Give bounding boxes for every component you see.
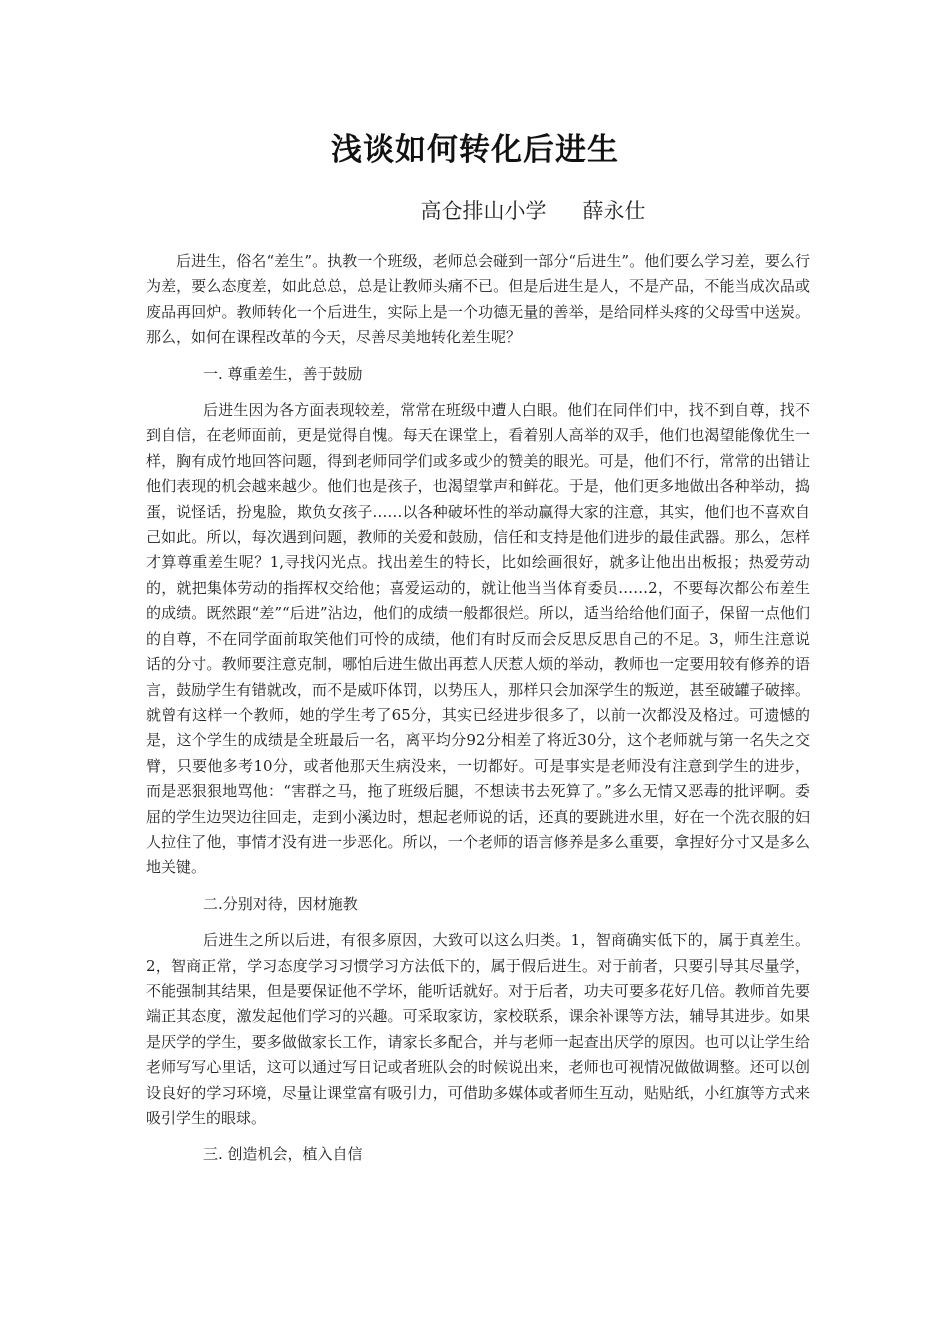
section-heading: 三. 创造机会，植入自信 [203, 1145, 363, 1164]
author-name: 薛永仕 [582, 199, 646, 223]
document-body [146, 249, 810, 1179]
section-heading: 二.分别对待，因材施教 [203, 894, 358, 913]
section-heading: 一. 尊重差生，善于鼓励 [203, 364, 363, 383]
author-school: 高仓排山小学 [420, 199, 547, 223]
section-paragraph: 后进生之所以后进，有很多原因，大致可以这么归类。1，智商确实低下的，属于真差生。2，智商正常，学习态度学习习惯学习方法低下的，属于假后进生。对于前者，只要引导其尽量学，不能强制其结果，但是要保证他不学坏，能听话就好。对于后者，功夫可要多花好几倍。教师首先要端正其态度，激发起他们学习的兴趣。可采取家访，家校联系，课余补课等方法，辅导其进步。如果是厌学的学生，要多做做家长工作，请家长多配合，并与老师一起查出厌学的原因。也可以让学生给老师写写心里话，这可以通过写日记或者班队会的时候说出来，老师也可视情况做做调整。还可以创设良好的学习环境，尽量让课堂富有吸引力，可借助多媒体或者师生互动，贴贴纸，小红旗等方式来吸引学生的眼球。 [146, 931, 810, 1127]
intro-paragraph: 后进生，俗名“差生”。执教一个班级，老师总会碰到一部分“后进生”。他们要么学习差，要么行为差，要么态度差，如此总总，总是让教师头痛不已。但是后进生是人，不是产品，不能当成次品或废品再回炉。教师转化一个后进生，实际上是一个功德无量的善举，是给同样头疼的父母雪中送炭。那么，如何在课程改革的今天，尽善尽美地转化差生呢？ [146, 252, 810, 347]
author-byline [0, 196, 950, 226]
document-title: 浅谈如何转化后进生 [331, 132, 619, 168]
section-paragraph: 后进生因为各方面表现较差，常常在班级中遭人白眼。他们在同伴们中，找不到自尊，找不到自信，在老师面前，更是觉得自愧。每天在课堂上，看着别人高举的双手，他们也渴望能像优生一样，胸有成竹地回答问题，得到老师同学们或多或少的赞美的眼光。可是，他们不行，常常的出错让他们表现的机会越来越少。他们也是孩子，也渴望掌声和鲜花。于是，他们更多地做出各种举动，捣蛋，说怪话，扮鬼脸，欺负女孩子……以各种破坏性的举动赢得大家的注意，其实，他们也不喜欢自己如此。所以，每次遇到问题，教师的关爱和鼓励，信任和支持是他们进步的最佳武器。那么，怎样才算尊重差生呢？1,寻找闪光点。找出差生的特长，比如绘画很好，就多让他出出板报；热爱劳动的，就把集体劳动的指挥权交给他；喜爱运动的，就让他当当体育委员……2，不要每次都公布差生的成绩。既然跟“差”“后进”沾边，他们的成绩一般都很烂。所以，适当给给他们面子，保留一点他们的自尊，不在同学面前取笑他们可怜的成绩，他们有时反而会反思反思自己的不足。3，师生注意说话的分寸。教师要注意克制，哪怕后进生做出再惹人厌惹人烦的举动，教师也一定要用较有修养的语言，鼓励学生有错就改，而不是威吓体罚，以势压人，那样只会加深学生的叛逆，甚至破罐子破摔。就曾有这样一个教师，她的学生考了65分，其实已经进步很多了，以前一次都没及格过。可遗憾的是，这个学生的成绩是全班最后一名，离平均分92分相差了将近30分，这个老师就与第一名失之交臂，只要他多考10分，或者他那天生病没来，一切都好。可是事实是老师没有注意到学生的进步，而是恶狠狠地骂他：“害群之马，拖了班级后腿，不想读书去死算了。”多么无情又恶毒的批评啊。委屈的学生边哭边往回走，走到小溪边时，想起老师说的话，还真的要跳进水里，好在一个洗衣服的妇人拉住了他，事情才没有进一步恶化。所以，一个老师的语言修养是多么重要，拿捏好分寸又是多么地关键。 [146, 401, 810, 877]
